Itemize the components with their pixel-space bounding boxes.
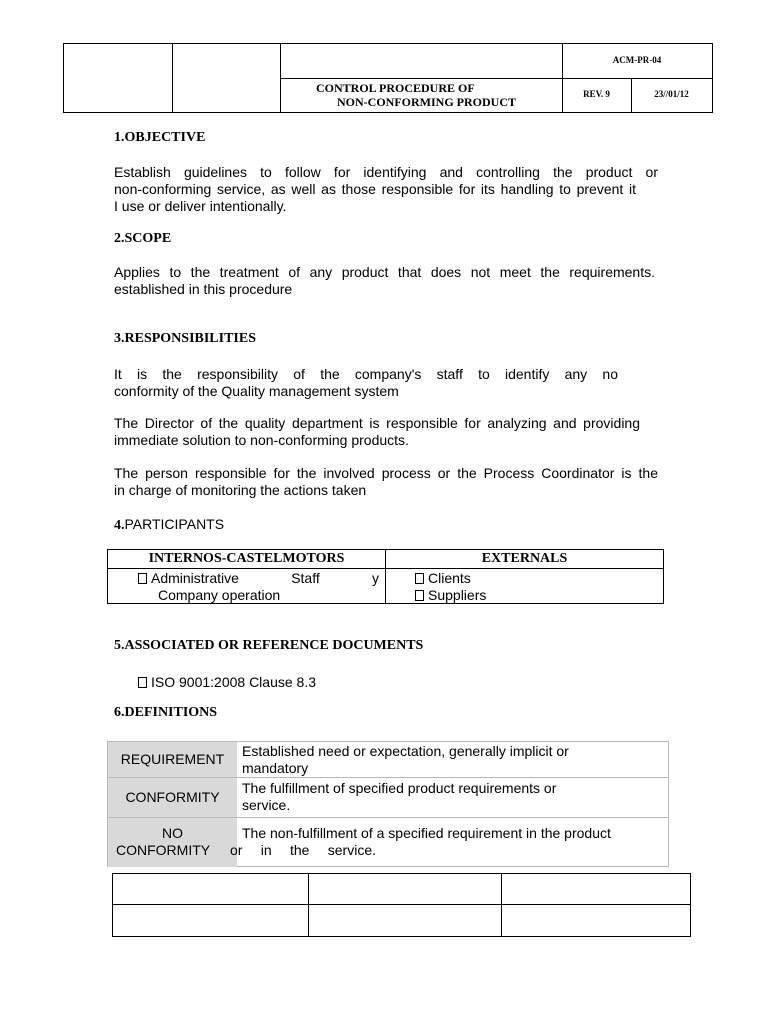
- section-heading-definitions: 6.DEFINITIONS: [114, 705, 218, 720]
- text-line: service.: [242, 797, 291, 813]
- table-divider: [501, 874, 502, 936]
- word: service.: [327, 842, 376, 858]
- section-number: 4.: [114, 518, 125, 533]
- bullet-icon: [415, 573, 424, 584]
- column-header-internal: INTERNOS-CASTELMOTORS: [148, 551, 345, 566]
- definition-term: [108, 818, 237, 867]
- text-line: It is the responsibility of the company's staff to identify any no: [114, 366, 618, 382]
- item-text: Clients: [428, 570, 471, 586]
- section-heading-objective: 1.OBJECTIVE: [114, 130, 206, 145]
- item-text: ISO 9001:2008 Clause 8.3: [151, 674, 317, 690]
- scope-paragraph: [114, 264, 658, 298]
- column-header-external: EXTERNALS: [481, 551, 568, 566]
- responsibilities-paragraph-2: [114, 415, 658, 449]
- table-divider: [108, 568, 663, 569]
- text-line: [138, 570, 379, 587]
- document-title-line2: NON-CONFORMING PRODUCT: [337, 95, 516, 109]
- text-line: The Director of the quality department is responsible for analyzing and providing: [114, 415, 640, 431]
- reference-document-item: [138, 674, 316, 690]
- blank-signature-table: [112, 873, 691, 937]
- revision-date: 23//01/12: [654, 89, 689, 99]
- internal-participant: [138, 570, 379, 604]
- definitions-table: [107, 741, 669, 867]
- document-header-table: [63, 43, 713, 113]
- section-heading-participants: [114, 516, 224, 534]
- objective-paragraph: [114, 164, 658, 215]
- text-line: The non-fulfillment of a specified requirement in the product: [242, 825, 611, 841]
- text-line: mandatory: [242, 760, 309, 776]
- definition-text: [242, 780, 662, 814]
- term-text: CONFORMITY: [116, 842, 211, 858]
- item-text: Suppliers: [428, 587, 487, 603]
- text-line: non-conforming service, as well as those responsible for its handling to prevent it: [114, 181, 636, 197]
- item-text: y: [372, 570, 379, 586]
- section-title: PARTICIPANTS: [124, 516, 225, 532]
- section-heading-documents: 5.ASSOCIATED OR REFERENCE DOCUMENTS: [114, 638, 424, 653]
- header-divider: [172, 44, 173, 112]
- text-line: The person responsible for the involved process or the Process Coordinator is the: [114, 465, 658, 481]
- external-participants: [415, 570, 486, 604]
- participants-table: [107, 549, 664, 604]
- item-text: Staff: [291, 570, 320, 586]
- responsibilities-paragraph-1: [114, 366, 658, 400]
- definition-term: CONFORMITY: [108, 778, 237, 817]
- list-item: [415, 570, 486, 587]
- text-line: established in this procedure: [114, 281, 293, 297]
- list-item: [415, 587, 486, 604]
- text-line: Established need or expectation, generally implicit or: [242, 743, 569, 759]
- text-line: NO: [162, 825, 183, 841]
- text-line: I use or deliver intentionally.: [114, 198, 287, 214]
- revision-label: REV. 9: [583, 89, 610, 99]
- text-line: in charge of monitoring the actions taken: [114, 482, 367, 498]
- text-line: Establish guidelines to follow for identifying and controlling the product or: [114, 164, 658, 180]
- definition-text: [242, 743, 662, 777]
- section-heading-responsibilities: 3.RESPONSIBILITIES: [114, 331, 257, 346]
- document-title-line1: CONTROL PROCEDURE OF: [316, 81, 475, 95]
- word: or: [230, 842, 243, 858]
- bullet-icon: [138, 573, 147, 584]
- text-line: conformity of the Quality management system: [114, 383, 399, 399]
- table-divider: [308, 874, 309, 936]
- text-line: immediate solution to non-conforming products.: [114, 432, 409, 448]
- text-line: The fulfillment of specified product requirements or: [242, 780, 557, 796]
- definition-term: REQUIREMENT: [108, 742, 237, 777]
- header-divider: [280, 78, 712, 79]
- definition-text: [242, 825, 662, 842]
- bullet-icon: [415, 590, 424, 601]
- responsibilities-paragraph-3: [114, 465, 658, 499]
- section-heading-scope: 2.SCOPE: [114, 231, 172, 246]
- item-text: Administrative: [151, 570, 239, 586]
- text-line: Company operation: [158, 587, 281, 603]
- text-line: Applies to the treatment of any product that does not meet the requirements.: [114, 264, 655, 280]
- word: the: [289, 842, 310, 858]
- list-item: [138, 570, 239, 587]
- table-divider: [113, 904, 690, 905]
- word: in: [260, 842, 272, 858]
- document-code: ACM-PR-04: [612, 55, 662, 65]
- bullet-icon: [138, 677, 147, 688]
- text-line: [230, 842, 376, 859]
